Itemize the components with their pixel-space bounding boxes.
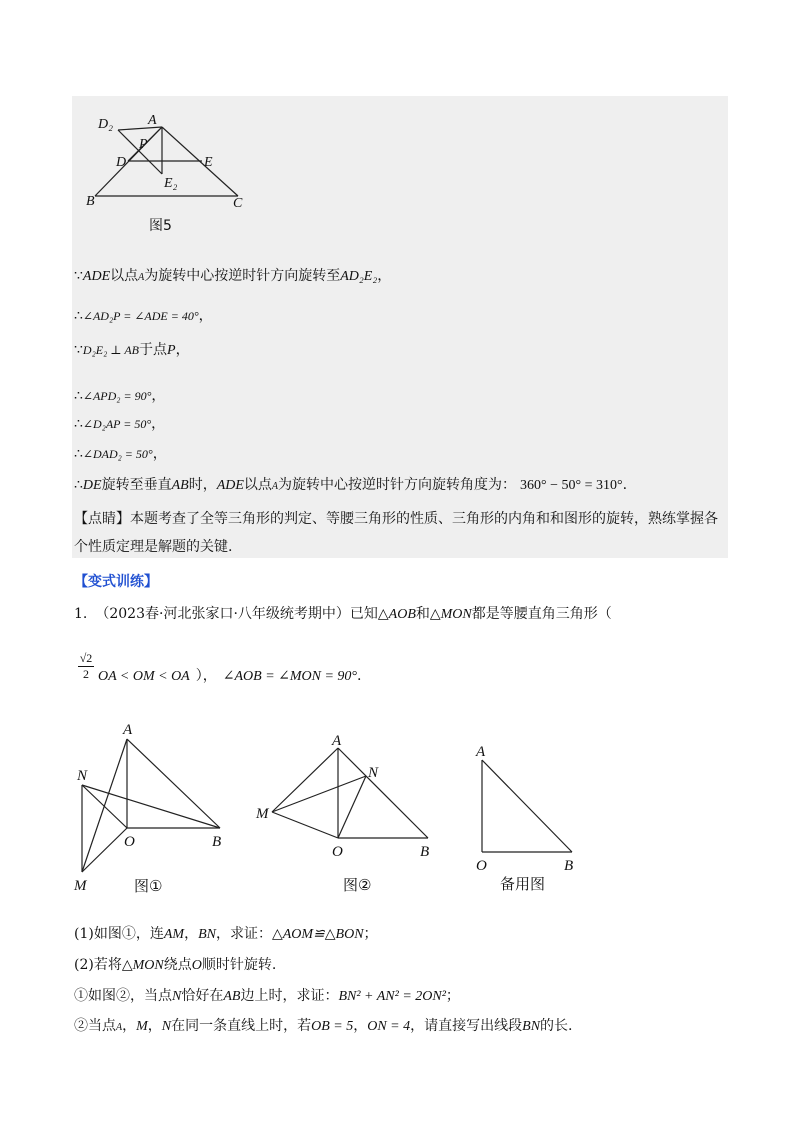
triangle-ad2e2: AD₂E₂ bbox=[340, 269, 378, 284]
text: 旋转至垂直 bbox=[101, 477, 172, 493]
congruence-expr: △AOM≌△BON bbox=[271, 927, 364, 942]
text: 边上时，求证： bbox=[240, 988, 339, 1004]
label-a: A bbox=[148, 113, 157, 128]
punctuation: ， bbox=[151, 388, 166, 404]
point-a: A bbox=[271, 481, 279, 492]
label-a: A bbox=[476, 744, 486, 760]
step-3 bbox=[74, 340, 190, 361]
segment-bn: BN bbox=[522, 1019, 541, 1034]
therefore-symbol: ∴ bbox=[74, 308, 83, 324]
label-b: B bbox=[420, 844, 430, 860]
figure-3-caption: 备用图 bbox=[500, 875, 546, 893]
therefore-symbol: ∴ bbox=[74, 388, 83, 404]
label-d2: D₂ bbox=[98, 117, 113, 132]
comment-tag: 【点睛】 bbox=[74, 511, 130, 527]
point-n: N bbox=[161, 1019, 172, 1034]
figure-5 bbox=[84, 104, 264, 236]
step-1 bbox=[74, 266, 391, 288]
comment-line-1 bbox=[74, 509, 718, 529]
sub-1 bbox=[74, 986, 460, 1007]
segment-am bbox=[82, 739, 127, 872]
label-m: M bbox=[74, 878, 87, 894]
step-2 bbox=[74, 306, 213, 326]
label-o: O bbox=[332, 844, 343, 860]
segment-ab: AB bbox=[223, 989, 241, 1004]
punctuation: ， bbox=[377, 268, 392, 284]
text: 为旋转中心按逆时针方向旋转至 bbox=[144, 268, 341, 284]
text: 为旋转中心按逆时针方向旋转角度为： bbox=[278, 477, 517, 493]
comment-line-2 bbox=[74, 537, 232, 557]
figure-3 bbox=[468, 736, 588, 896]
segment-de: DE bbox=[82, 478, 102, 493]
segment-bn: BN bbox=[198, 927, 216, 942]
part-1 bbox=[74, 924, 378, 945]
label-n: N bbox=[77, 768, 88, 784]
triangle-ade: ADE bbox=[216, 478, 244, 493]
therefore-symbol: ∴ bbox=[74, 477, 83, 493]
point-a: A bbox=[138, 272, 145, 283]
punctuation: . bbox=[357, 668, 362, 684]
point-a: A bbox=[116, 1022, 123, 1033]
problem-source: （2023春·河北张家口·八年级统考期中）已知 bbox=[95, 606, 378, 622]
text: ，请直接写出线段 bbox=[410, 1018, 523, 1034]
label-b: B bbox=[86, 194, 95, 209]
punctuation: ， bbox=[175, 342, 190, 358]
text: ）， bbox=[195, 668, 217, 684]
result-expr: 360° − 50° = 310° bbox=[520, 478, 623, 493]
because-symbol: ∵ bbox=[74, 342, 83, 358]
step-5 bbox=[74, 414, 165, 434]
fraction-numerator: √2 bbox=[79, 651, 93, 665]
triangle-mon: △MON bbox=[429, 607, 472, 622]
segment-nb bbox=[82, 785, 220, 828]
perp-expr: D₂E₂ ⊥ AB bbox=[82, 343, 139, 357]
label-a: A bbox=[332, 733, 342, 749]
label-o: O bbox=[124, 834, 135, 850]
problem-line-1 bbox=[74, 604, 612, 625]
text: 在同一条直线上时，若 bbox=[171, 1018, 312, 1034]
ob-value: OB = 5 bbox=[311, 1019, 354, 1034]
comment-text: 个性质定理是解题的关键. bbox=[74, 539, 233, 555]
punctuation: ； bbox=[363, 926, 378, 942]
label-e: E bbox=[204, 155, 213, 170]
punctuation: . bbox=[622, 477, 628, 493]
angle-expr: ∠DAD₂ = 50° bbox=[82, 447, 153, 461]
punctuation: ， bbox=[151, 416, 166, 432]
fraction-denominator: 2 bbox=[83, 667, 89, 681]
segment-ab bbox=[338, 748, 428, 838]
text: (2)若将 bbox=[74, 957, 122, 973]
therefore-symbol: ∵ bbox=[74, 268, 83, 284]
text: 都是等腰直角三角形（ bbox=[471, 606, 612, 622]
label-c: C bbox=[233, 196, 243, 211]
punctuation: ， bbox=[122, 1018, 137, 1034]
segment-am: AM bbox=[163, 927, 185, 942]
label-a: A bbox=[123, 722, 133, 738]
on-value: ON = 4 bbox=[367, 1019, 411, 1034]
text: 以点 bbox=[243, 477, 272, 493]
text: 的长. bbox=[540, 1018, 573, 1034]
point-p: P bbox=[167, 343, 176, 358]
text: 以点 bbox=[110, 268, 139, 284]
text: (1)如图①，连 bbox=[74, 926, 164, 942]
segment-am bbox=[272, 748, 338, 812]
text: ①如图②，当点 bbox=[74, 988, 172, 1004]
punctuation: ； bbox=[445, 988, 460, 1004]
segment-ab bbox=[482, 760, 572, 852]
label-b: B bbox=[212, 834, 222, 850]
label-b: B bbox=[564, 858, 574, 874]
therefore-symbol: ∴ bbox=[74, 416, 83, 432]
step-4 bbox=[74, 386, 165, 406]
label-d: D bbox=[116, 155, 127, 170]
label-n: N bbox=[368, 765, 379, 781]
part-2 bbox=[74, 955, 276, 976]
text: 于点 bbox=[139, 342, 167, 358]
punctuation: ， bbox=[184, 926, 199, 942]
angle-expr: ∠AD₂P = ∠ADE = 40° bbox=[82, 309, 199, 323]
segment-mo bbox=[272, 812, 338, 838]
punctuation: ， bbox=[152, 446, 167, 462]
point-o: O bbox=[191, 958, 202, 973]
step-7 bbox=[74, 475, 627, 497]
angle-expr: ∠APD₂ = 90° bbox=[82, 389, 152, 403]
point-m: M bbox=[136, 1019, 148, 1034]
text: 绕点 bbox=[163, 957, 192, 973]
triangle-ade: ADE bbox=[82, 269, 111, 284]
figure-1-caption: 图① bbox=[134, 877, 163, 895]
condition-expr: OA < OM < OA bbox=[98, 669, 190, 684]
text: ②当点 bbox=[74, 1018, 116, 1034]
text: 顺时针旋转. bbox=[201, 957, 277, 973]
text: 恰好在 bbox=[181, 988, 224, 1004]
text: ，求证： bbox=[215, 926, 272, 942]
angle-expr: ∠D₂AP = 50° bbox=[82, 417, 152, 431]
figure-5-caption: 图5 bbox=[149, 218, 172, 234]
point-n: N bbox=[172, 989, 182, 1004]
label-m: M bbox=[256, 806, 269, 822]
comment-text: 本题考查了全等三角形的判定、等腰三角形的性质、三角形的内角和和图形的旋转，熟练掌握各 bbox=[130, 511, 718, 527]
punctuation: ， bbox=[147, 1018, 162, 1034]
text: 时， bbox=[188, 477, 217, 493]
fraction bbox=[78, 651, 94, 682]
figure-1 bbox=[70, 716, 250, 898]
label-o: O bbox=[476, 858, 487, 874]
triangle-aob: △AOB bbox=[377, 607, 416, 622]
triangle-mon: △MON bbox=[121, 958, 164, 973]
step-6 bbox=[74, 444, 167, 464]
figure-2 bbox=[250, 726, 440, 894]
therefore-symbol: ∴ bbox=[74, 446, 83, 462]
sub-2 bbox=[74, 1016, 572, 1038]
equation-expr: BN² + AN² = 2ON² bbox=[338, 989, 446, 1004]
segment-mo bbox=[82, 828, 127, 872]
label-e2: E₂ bbox=[164, 176, 178, 191]
punctuation: ， bbox=[198, 308, 213, 324]
section-title: 【变式训练】 bbox=[74, 574, 158, 590]
segment-ab bbox=[127, 739, 220, 828]
punctuation: ， bbox=[353, 1018, 368, 1034]
problem-line-2 bbox=[98, 666, 361, 687]
angle-expr: ∠AOB = ∠MON = 90° bbox=[222, 669, 358, 684]
segment-ab: AB bbox=[171, 478, 189, 493]
problem-number: 1. bbox=[74, 606, 88, 622]
label-p: P bbox=[139, 137, 148, 152]
text: 和 bbox=[415, 606, 430, 622]
figure-2-caption: 图② bbox=[343, 876, 372, 894]
